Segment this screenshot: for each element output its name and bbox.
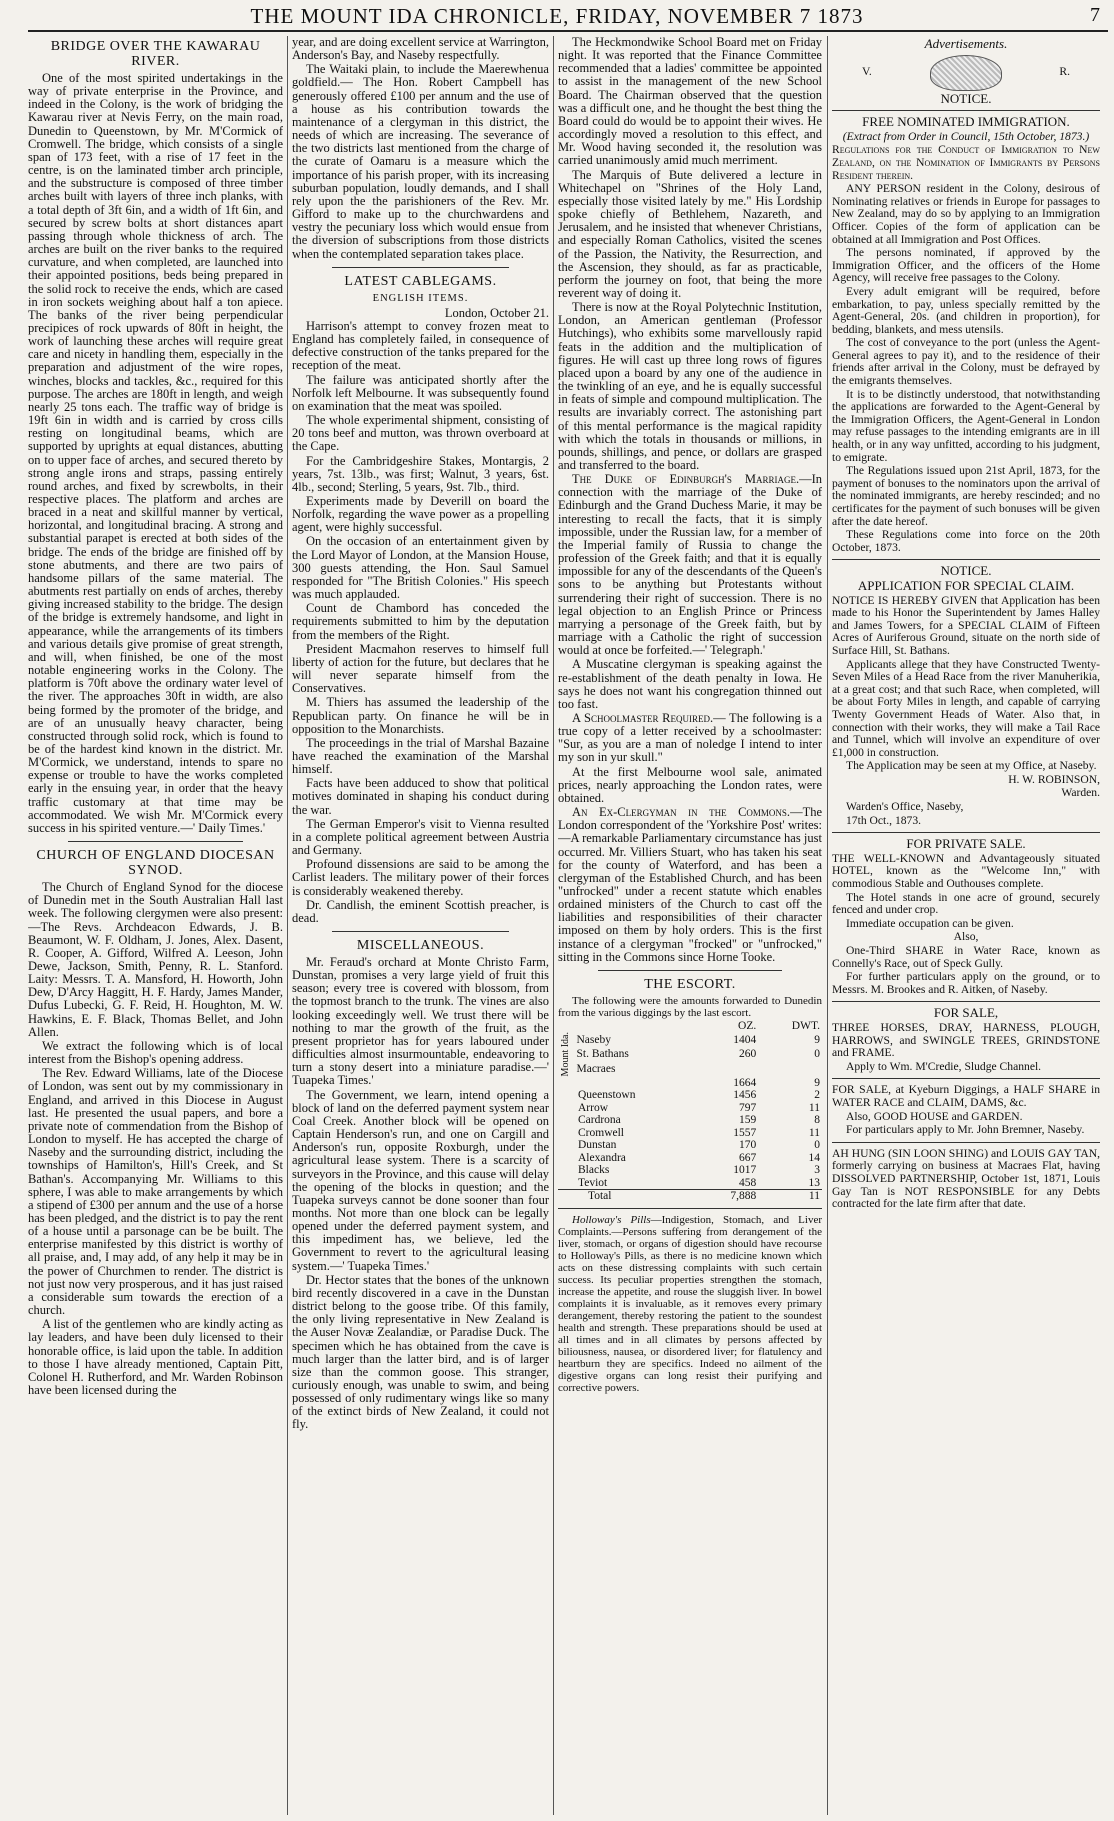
regulations-heading: Regulations for the Conduct of Immigration to New Zealand, on the Nomination of Immigrants by Persons Resident therein. bbox=[832, 143, 1100, 182]
regulation-6: The Regulations issued upon 21st April, 1873, for the payment of bonuses to the nominators upon the arrival of the nominated immigrants, are hereby rescinded; and no certificates for the payment of such bonuses will be given after the date hereof. bbox=[832, 464, 1100, 528]
escort-place: Naseby bbox=[576, 1033, 611, 1046]
headline-synod: CHURCH OF ENGLAND DIOCESAN SYNOD. bbox=[36, 848, 275, 879]
signature-office: Warden's Office, Naseby, bbox=[846, 800, 964, 814]
hotel-sale-6: For further particulars apply on the ground, or to Messrs. M. Brookes and R. Aitken, of Naseby. bbox=[832, 970, 1100, 996]
hotel-sale-3: Immediate occupation can be given. bbox=[846, 916, 1014, 930]
regulation-2: The persons nominated, if approved by the Immigration Officer, and the officers of the Home Agency, will receive free passages to the Colony. bbox=[832, 246, 1100, 285]
escort-dwt: 14 bbox=[808, 1151, 820, 1164]
escort-oz: 260 bbox=[738, 1048, 757, 1061]
divider bbox=[332, 267, 509, 268]
kyeburn-sale-2: Also, GOOD HOUSE and GARDEN. bbox=[846, 1109, 1023, 1123]
holloway-ad: Holloway's Pills—Indigestion, Stomach, and Liver Complaints.—Persons suffering from derangement of the liver, stomach, or organs of digestion should have recourse to Holloway's Pills, as there is no medicine known which acts on these distressing complaints with such certain success. Its peculiar properties strengthen the stomach, increase the appetite, and rouse the sluggish liver. In bowel complaints it is invaluable, as it removes every primary derangement, thereby restoring the patient to the soundest health and strength. These preparations should be used at all times and in all climates by persons affected by biliousness, nausea, or disordered liver; for flatulency and heartburn they are specifics. Indeed no ailment of the digestive organs can long resist their purifying and corrective powers. bbox=[558, 1213, 822, 1394]
divider bbox=[832, 110, 1100, 111]
signature-name: H. W. ROBINSON, bbox=[1008, 772, 1100, 786]
article-synod-p3: The Rev. Edward Williams, late of the Diocese of London, was sent out by my commissionary in England, and arrived in this Diocese in August last. He presented the usual papers, and bore a private note of commendation from the Bishop of London to myself. He has accepted the charge of Naseby and the surrounding district, including the townships of Hamilton's, Hill's Creek, and St Bathan's. Accompanying Mr. Williams to this sphere, I was able to make arrangements by which a stipend of £300 per annum and the use of a horse has been pledged, and the district is to pay the rent of a house until a parsonage can be be built. The enterprise manifested by this district is worthy of all praise, and, I may add, of any help it may be in the power of Churchmen to render. The district is not just now very prosperous, and it has just raised a considerable sum towards the erection of a church. bbox=[28, 1066, 283, 1318]
misc-orchard: Mr. Feraud's orchard at Monte Christo Farm, Dunstan, promises a very large yield of fruit this season; every tree is covered with blossom, from the topmost branch to the trunk. The vines are also looking exceedingly well. We trust there will be nothing to mar the growth of the fruit, as the present proprietor has for years laboured under difficulties almost insurmountable, endeavoring to turn a stony desert into a miniature paradise.—' Tuapeka Times.' bbox=[292, 955, 549, 1088]
escort-row bbox=[558, 1114, 822, 1127]
article-polytechnic: There is now at the Royal Polytechnic Institution, London, an American gentleman (Professor Hutchings), who exhibits some marvellously rapid feats in the addition and the multiplication of figures. He will cast up three long rows of figures placed upon a board by any one of the audience in the twinkling of an eye, and he is equally successful in feats of simple and compound multiplication. The results are invariably correct. The astonishing part of this mental performance is the magical rapidity with which the totals in thousands or millions, in pounds, shillings, and pence, or dollars are grasped and transferred to the board. bbox=[558, 300, 822, 472]
divider bbox=[832, 1078, 1100, 1079]
page-number: 7 bbox=[1090, 4, 1100, 26]
regulation-7: These Regulations come into force on the 20th October, 1873. bbox=[832, 528, 1100, 554]
unit-dwt: DWT. bbox=[791, 1019, 820, 1032]
escort-place: St. Bathans bbox=[576, 1048, 629, 1061]
subhead-english-items: ENGLISH ITEMS. bbox=[372, 292, 469, 304]
total-oz: 7,888 bbox=[699, 1190, 758, 1203]
cable-item: Count de Chambord has conceded the requirements submitted to him by the deputation from the members of the Right. bbox=[292, 601, 549, 642]
escort-oz: 667 bbox=[738, 1151, 757, 1164]
escort-place: Queenstown bbox=[578, 1089, 636, 1102]
horses-sale: THREE HORSES, DRAY, HARNESS, PLOUGH, HARROWS, and SWINGLE TREES, GRINDSTONE and FRAME. bbox=[832, 1020, 1100, 1060]
divider bbox=[832, 559, 1100, 560]
column-2 bbox=[292, 36, 549, 1817]
royal-crest bbox=[832, 55, 1100, 91]
article-synod-p2: We extract the following which is of local interest from the Bishop's opening address. bbox=[28, 1038, 283, 1067]
headline-escort: THE ESCORT. bbox=[644, 976, 736, 992]
holloway-heading: Holloway's Pills bbox=[572, 1213, 651, 1226]
regulation-4: The cost of conveyance to the port (unless the Agent-General agrees to pay it), and to the residence of their friends after arrival in the Colony, must be defrayed by the emigrants themselves. bbox=[832, 336, 1100, 388]
regulation-5: It is to be distinctly understood, that notwithstanding the applications are forwarded to the Agent-General by the Immigration Officers, the Agent-General in London may refuse passages to the intending emigrants are in ill health, or in any way unfitted, according to his judgment, to emigrate. bbox=[832, 387, 1100, 464]
escort-dwt: 11 bbox=[808, 1126, 820, 1139]
cable-item: The proceedings in the trial of Marshal Bazaine have reached the examination of the Marshal himself. bbox=[292, 735, 549, 777]
escort-intro: The following were the amounts forwarded to Dunedin from the various diggings by the last escort. bbox=[558, 994, 822, 1019]
escort-dwt bbox=[758, 1062, 822, 1077]
escort-oz: 1017 bbox=[733, 1164, 757, 1177]
escort-place: Alexandra bbox=[578, 1151, 626, 1164]
article-synod-p1: The Church of England Synod for the diocese of Dunedin met in the South Australian Hall last week. The following clergymen were also present:—The Revs. Archdeacon Edwards, J. B. Beaumont, W. F. Oldham, J. Jones, Alex. Dasent, R. Cooper, A. Gifford, Wilfred A. Leeson, John Dewe, Jackson, Smith, Penny, R. L. Stanford. Laity: Messrs. T. A. Mansford, H. Howorth, John Dew, D'Arcy Haggitt, H. F. Hardy, James Mander, Dufus Lubecki, G. F. Reid, H. Houghton, M. W. Hawkins, E. F. Black, Thomas Bellet, and John Allen. bbox=[28, 880, 283, 1039]
misc-bird: Dr. Hector states that the bones of the unknown bird recently discovered in a cave in the Dunstan district belong to the goose tribe. Of this family, the only living representative in New Zealand is the Auser Novæ Zealandiæ, or Paradise Duck. The specimen which he has obtained from the cave is much larger than the latter bird, and is of larger size than the common goose. This stranger, curiously enough, was unable to swim, and being possessed of only rudimentary wings like so many of the extinct birds of New Zealand, it could not fly. bbox=[292, 1272, 549, 1432]
cable-item: Facts have been adduced to show that political motives dominated in shaping his conduct during the war. bbox=[292, 776, 549, 817]
cable-item: President Macmahon reserves to himself full liberty of action for the future, but declares that he will never separate himself from the Conservatives. bbox=[292, 641, 549, 696]
private-sale-heading: FOR PRIVATE SALE. bbox=[906, 836, 1026, 852]
claim-notice-3: The Application may be seen at my Office, at Naseby. bbox=[846, 759, 1097, 773]
escort-oz: 1557 bbox=[733, 1126, 757, 1139]
column-divider bbox=[553, 36, 554, 1815]
kyeburn-sale: FOR SALE, at Kyeburn Diggings, a HALF SHARE in WATER RACE and CLAIM, DAMS, &c. bbox=[832, 1083, 1100, 1109]
headline-miscellaneous: MISCELLANEOUS. bbox=[356, 938, 485, 953]
cable-item: M. Thiers has assumed the leadership of the Republican party. On finance he will be in opposition to the Monarchists. bbox=[292, 695, 549, 736]
duke-heading: The Duke of Edinburgh's Marriage. bbox=[572, 472, 800, 487]
article-synod-cont: year, and are doing excellent service at Warrington, Anderson's Bay, and Naseby respectfully. bbox=[292, 36, 549, 63]
escort-oz: 797 bbox=[738, 1101, 757, 1114]
group-total-dwt: 9 bbox=[814, 1076, 820, 1089]
escort-row bbox=[558, 1139, 822, 1152]
signature-date: 17th Oct., 1873. bbox=[846, 813, 922, 827]
divider bbox=[332, 931, 509, 932]
divider bbox=[68, 841, 243, 842]
crest-r: R. bbox=[1059, 65, 1070, 79]
escort-dwt: 2 bbox=[814, 1089, 820, 1102]
headline-bridge: BRIDGE OVER THE KAWARAU RIVER. bbox=[50, 39, 261, 69]
article-wool-sale: At the first Melbourne wool sale, animated prices, nearly approaching the London rates, were obtained. bbox=[558, 764, 822, 805]
notice-heading: NOTICE. bbox=[940, 90, 992, 106]
cable-item: Dr. Candlish, the eminent Scottish preacher, is dead. bbox=[292, 897, 549, 925]
headline-cablegrams: LATEST CABLEGAMS. bbox=[344, 273, 497, 289]
escort-oz: 1456 bbox=[733, 1089, 757, 1102]
cable-item: The whole experimental shipment, consisting of 20 tons beef and mutton, was thrown overboard at the Cape. bbox=[292, 413, 549, 454]
total-dwt: 11 bbox=[758, 1190, 822, 1203]
article-bridge: One of the most spirited undertakings in the way of private enterprise in the Province, and indeed in the Colony, is the work of bridging the Kawarau river at Nevis Ferry, on the main road, Dunedin to Queenstown, by Mr. M'Cormick of Cromwell. The bridge, which consists of a single span of 173 feet, with a rise of 17 feet in the centre, is on the laminated timber arch principle, and the substructure is composed of three timber arches built with layers of three inch planks, with a total depth of 3ft 6in, and a width of 1ft 6in, and secured by screw bolts at short distances apart passing through whole thickness of arch. The arches are built on the river banks to the required curvature, and when completed, are launched into their appointed positions, beds being prepared in the solid rock to receive the ends, which are cased in iron sockets weighing about half a ton apiece. The banks of the river being perpendicular precipices of rock upwards of 80ft in height, the work of launching these arches will require great care and nicety in handling them, especially in the preparation and adjustment of the wire ropes, winches, blocks and tackles, &c., required for this purpose. The arches are 180ft in length, and weigh nearly 25 tons each. The traffic way of bridge is 19ft 6in in width and is carried by cross cills resting on longitudinal beams, which are supported by uprights at equal distances, abutting on to upper face of arches, and secured thereto by strong angle irons and straps, passing entirely round arches, and fixed by screwbolts, in their respective places. The platform and arches are braced in a neat and skillful manner by vertical, horizontal, and longitudinal bracing. A strong and substantial parapet is erected at both sides of the bridge. The ends of the bridge are finished off by stone abutments, and there are two pairs of handsome pillars of the same material. The abutments rest partially on ends of arches, thereby giving increased stability to the bridge. The design of the bridge is extremely handsome, and light in appearance, while the arrangements of its timbers and various details give promise of great strength, and will, when finished, be one of the most notable engineering works in the Colony. The platform is 70ft above the ordinary water level of the river. The approaches 30ft in width, are also being formed by the promoter of the bridge, and are of an unusually heavy character, being constructed through solid rock, which is found to be of the hardest kind known in the district. Mr. M'Cormick, we understand, intends to spare no expense or trouble to have the works completed early in the ensuing year, in order that the heavy traffic customary at that time may be accommodated. We wish Mr. M'Cormick every success in his spirited venture.—' Daily Times.' bbox=[28, 71, 283, 835]
crest-emblem-icon bbox=[930, 55, 1002, 91]
signature-role: Warden. bbox=[1061, 786, 1100, 800]
cable-item: Experiments made by Deverill on board the Norfolk, regarding the wave power as a propelling agent, were highly successful. bbox=[292, 494, 549, 535]
ads-heading: Advertisements. bbox=[924, 36, 1008, 51]
escort-oz: 170 bbox=[738, 1139, 757, 1152]
masthead-title: THE MOUNT IDA CHRONICLE, FRIDAY, NOVEMBER 7 1873 bbox=[250, 4, 864, 28]
order-in-council: (Extract from Order in Council, 15th October, 1873.) bbox=[842, 129, 1090, 143]
escort-oz: 1404 bbox=[733, 1033, 757, 1046]
divider bbox=[558, 1208, 822, 1209]
hotel-sale-4: Also, bbox=[953, 930, 979, 944]
partnership-notice: AH HUNG (SIN LOON SHING) and LOUIS GAY TAN, formerly carrying on business at Macraes Flat, having DISSOLVED PARTNERSHIP, October 1st, 1871, Louis Gay Tan is NOT RESPONSIBLE for any Debts contracted for the late firm after that date. bbox=[832, 1146, 1100, 1211]
group-total-oz: 1664 bbox=[733, 1076, 757, 1089]
hotel-sale-5: One-Third SHARE in Water Race, known as Connelly's Race, out of Speck Gully. bbox=[832, 944, 1100, 970]
escort-row bbox=[558, 1177, 822, 1190]
escort-place: Blacks bbox=[578, 1164, 610, 1177]
article-ex-clergyman: An Ex-Clergyman in the Commons.—The London correspondent of the 'Yorkshire Post' writes:—A remarkable Parliamentary circumstance has just occurred. Mr. Villiers Stuart, who has taken his seat for the county of Waterford, and has been a clergyman of the Established Church, and has been "unfrocked" under a recent statute which enables ordained ministers of the Church to cast off the liabilities and responsibilities of their character imposed on them by holy orders. This is the first instance of a clergyman "frocked" or "unfrocked," sitting in the Commons since Horne Tooke. bbox=[558, 805, 822, 964]
escort-dwt: 8 bbox=[814, 1114, 820, 1127]
escort-place: Dunstan bbox=[578, 1139, 617, 1152]
cable-item: On the occasion of an entertainment given by the Lord Mayor of London, at the Mansion House, 300 guests attending, the Hon. Saul Samuel responded for "The British Colonies." His speech was much applauded. bbox=[292, 534, 549, 602]
hotel-sale: THE WELL-KNOWN and Advantageously situated HOTEL, known as the "Welcome Inn," with commodious Stable and Outhouses complete. bbox=[832, 851, 1100, 891]
total-label: Total bbox=[558, 1190, 699, 1203]
escort-dwt: 0 bbox=[814, 1048, 820, 1061]
special-claim-heading: APPLICATION FOR SPECIAL CLAIM. bbox=[857, 577, 1075, 593]
divider bbox=[832, 832, 1100, 833]
column-1 bbox=[28, 36, 283, 1817]
escort-dwt: 3 bbox=[814, 1164, 820, 1177]
cable-item: For the Cambridgeshire Stakes, Montargis, 2 years, 7st. 13lb., was first; Walnut, 3 years, 6st. 4lb., second; Sterling, 5 years, 9st. 7lb., third. bbox=[292, 453, 549, 494]
hotel-sale-2: The Hotel stands in one acre of ground, securely fenced and under crop. bbox=[832, 890, 1100, 917]
article-synod-p4: A list of the gentlemen who are kindly acting as lay leaders, and have been duly licensed to their honorable office, is laid upon the table. In addition to those I have already mentioned, Captain Pitt, Colonel H. Rutherford, and Mr. Warden Robinson have been licensed during the bbox=[28, 1317, 283, 1397]
escort-dwt: 11 bbox=[808, 1101, 820, 1114]
crest-v: V. bbox=[862, 65, 872, 79]
kyeburn-sale-3: For particulars apply to Mr. John Bremner, Naseby. bbox=[846, 1123, 1085, 1137]
claim-notice-2: Applicants allege that they have Constructed Twenty-Seven Miles of a Head Race from the river Manuherikia, at a great cost; and that such Race, when completed, will be about Forty Miles in length, and capable of carrying Twenty Government Heads of Water. Also that, in connection with their works, they will make a Tail Race and Tunnel, which will involve an expenditure of over £1,000 in construction. bbox=[832, 657, 1100, 759]
schoolmaster-heading: A Schoolmaster Required. bbox=[572, 710, 714, 725]
column-4-advertisements bbox=[832, 36, 1100, 1817]
escort-row bbox=[558, 1089, 822, 1102]
article-school-board: The Heckmondwike School Board met on Friday night. It was reported that the Finance Committee recommended that a ladies' committee be appointed to assist in the management of the new School Board. The Chairman observed that the question was a difficult one, and he thought the best thing the Board could do would be to appoint their wives. He accordingly moved a resolution to this effect, and Mr. Wood having seconded it, the resolution was carried unanimously amid much merriment. bbox=[558, 36, 822, 168]
mount-ida-label: Mount Ida. bbox=[560, 1032, 571, 1077]
escort-place: Arrow bbox=[578, 1101, 609, 1114]
escort-place: Cromwell bbox=[578, 1126, 624, 1139]
escort-dwt: 0 bbox=[814, 1139, 820, 1152]
escort-row bbox=[558, 1032, 822, 1047]
column-3 bbox=[558, 36, 822, 1817]
regulation-1: ANY PERSON resident in the Colony, desirous of Nominating relatives or friends in Europe for passages to New Zealand, may do so by applying to an Immigration Officer. Copies of the form of application can be obtained at all Immigration and Post Offices. bbox=[832, 182, 1100, 246]
escort-place: Teviot bbox=[578, 1176, 608, 1189]
escort-row bbox=[558, 1127, 822, 1140]
article-schoolmaster: A Schoolmaster Required.— The following is a true copy of a letter received by a schoolmaster: "Sur, as you are a man of noledge I intend to inter my son in yur skull." bbox=[558, 710, 822, 765]
divider bbox=[832, 1001, 1100, 1002]
escort-row bbox=[558, 1062, 822, 1077]
escort-dwt: 9 bbox=[814, 1033, 820, 1046]
claim-notice-1: NOTICE IS HEREBY GIVEN that Application has been made to his Honor the Superintendent by James Halley and James Towers, for a SPECIAL CLAIM of Fifteen Acres of Auriferous Ground, situate on the north side of Surface Hill, St. Bathans. bbox=[832, 593, 1100, 657]
column-divider bbox=[827, 36, 828, 1815]
cable-list bbox=[292, 320, 549, 925]
escort-place: Macraes bbox=[576, 1063, 616, 1076]
escort-place: Cardrona bbox=[578, 1114, 621, 1127]
misc-land: The Government, we learn, intend opening a block of land on the deferred payment system near Coal Creek. Another block will be opened on Captain Henderson's run, and one on Cargill and Anderson's run, opposite Roxburgh, under the agricultural lease system. There is a scarcity of surveyors in the Province, and this cause will delay the opening of the blocks in question; and the Tuapeka surveys cannot be done sooner than four months. Not more than one block can be legally opened under the deferred payment system, and this impediment has, we believe, led the Government to revert to the agricultural leasing system.—' Tuapeka Times.' bbox=[292, 1087, 549, 1273]
escort-row bbox=[558, 1164, 822, 1177]
cable-item: Harrison's attempt to convey frozen meat to England has completely failed, in consequence of defective construction of the tanks prepared for the reception of the meat. bbox=[292, 318, 549, 373]
escort-row bbox=[558, 1152, 822, 1165]
article-muscatine: A Muscatine clergyman is speaking against the re-establishment of the death penalty in Iowa. He says he does not want his congregation thinned out too fast. bbox=[558, 657, 822, 711]
ex-clergyman-heading: An Ex-Clergyman in the Commons. bbox=[572, 805, 791, 820]
escort-dwt: 13 bbox=[808, 1176, 820, 1189]
masthead bbox=[0, 0, 1114, 34]
masthead-rule bbox=[28, 30, 1108, 32]
regulation-3: Every adult emigrant will be required, before embarkation, to pay, unless specially remitted by the Agent-General, 20s. (and children in proportion), for bedding, blankets, and mess utensils. bbox=[832, 284, 1100, 336]
cable-item: Profound dissensions are said to be among the Carlist leaders. The military power of their forces is considerably weakened thereby. bbox=[292, 857, 549, 898]
escort-row bbox=[558, 1102, 822, 1115]
cable-item: The failure was anticipated shortly after the Norfolk left Melbourne. It was subsequently found on examination that the meat was spoiled. bbox=[292, 372, 549, 413]
article-marquis-bute: The Marquis of Bute delivered a lecture in Whitechapel on "Shrines of the Holy Land, especially those visited lately by me." His Lordship spoke chiefly of Bethlehem, Nazareth, and Jerusalem, and he insisted that whenever Christians, and especially Roman Catholics, visited the scenes of the Passion, the Nativity, the Resurrection, and the Ascension, they should, as far as practicable, perform the journey on foot, that being the more reverent way of doing it. bbox=[558, 167, 822, 300]
divider bbox=[832, 1142, 1100, 1143]
article-waitaki: The Waitaki plain, to include the Maerewhenua goldfield.— The Hon. Robert Campbell has generously offered £100 per annum and the use of a house as his contribution towards the maintenance of a clergyman in this district, the needs of which are increasing. The severance of the two districts last mentioned from the charge of the curate of Oamaru is a measure which the importance of his parish proper, with its increasing suburban population, loudly demands, and I shall rely upon the the parishioners of the Rev. Mr. Gifford to make up to the churchwardens and vestry the pecuniary loss which would ensue from the diversion of subscriptions from those districts when the contemplated separation takes place. bbox=[292, 62, 549, 261]
cable-item: The German Emperor's visit to Vienna resulted in a complete political agreement between Austria and Germany. bbox=[292, 816, 549, 858]
for-sale-heading: FOR SALE, bbox=[933, 1005, 999, 1021]
escort-oz: 159 bbox=[738, 1114, 757, 1127]
escort-table bbox=[558, 1020, 822, 1203]
article-duke-marriage: The Duke of Edinburgh's Marriage.—In connection with the marriage of the Duke of Edinburgh and the Grand Duchess Marie, it may be interesting to recall the facts, that it is simply impossible, under the Russian law, for a member of the Imperial family of Russia to change the profession of the Greek faith; and that it is equally impossible for any of the descendants of the Queen's sons to be anything but Protestants without surrendering their right of succession. There is no legal objection to an English Prince or Princess marrying a personage of the Greek faith, but by marriage with a Catholic the right of succession would at once be forfeited.—' Telegraph.' bbox=[558, 472, 822, 658]
immigration-heading: FREE NOMINATED IMMIGRATION. bbox=[862, 114, 1070, 130]
horses-sale-2: Apply to Wm. M'Credie, Sludge Channel. bbox=[846, 1059, 1042, 1073]
escort-oz: 458 bbox=[738, 1176, 757, 1189]
escort-row bbox=[558, 1047, 822, 1062]
escort-oz bbox=[699, 1062, 758, 1077]
unit-oz: OZ. bbox=[738, 1019, 757, 1032]
column-divider bbox=[287, 36, 288, 1815]
dateline: London, October 21. bbox=[444, 305, 549, 320]
divider bbox=[598, 970, 782, 971]
notice-heading-2: NOTICE. bbox=[940, 563, 992, 579]
